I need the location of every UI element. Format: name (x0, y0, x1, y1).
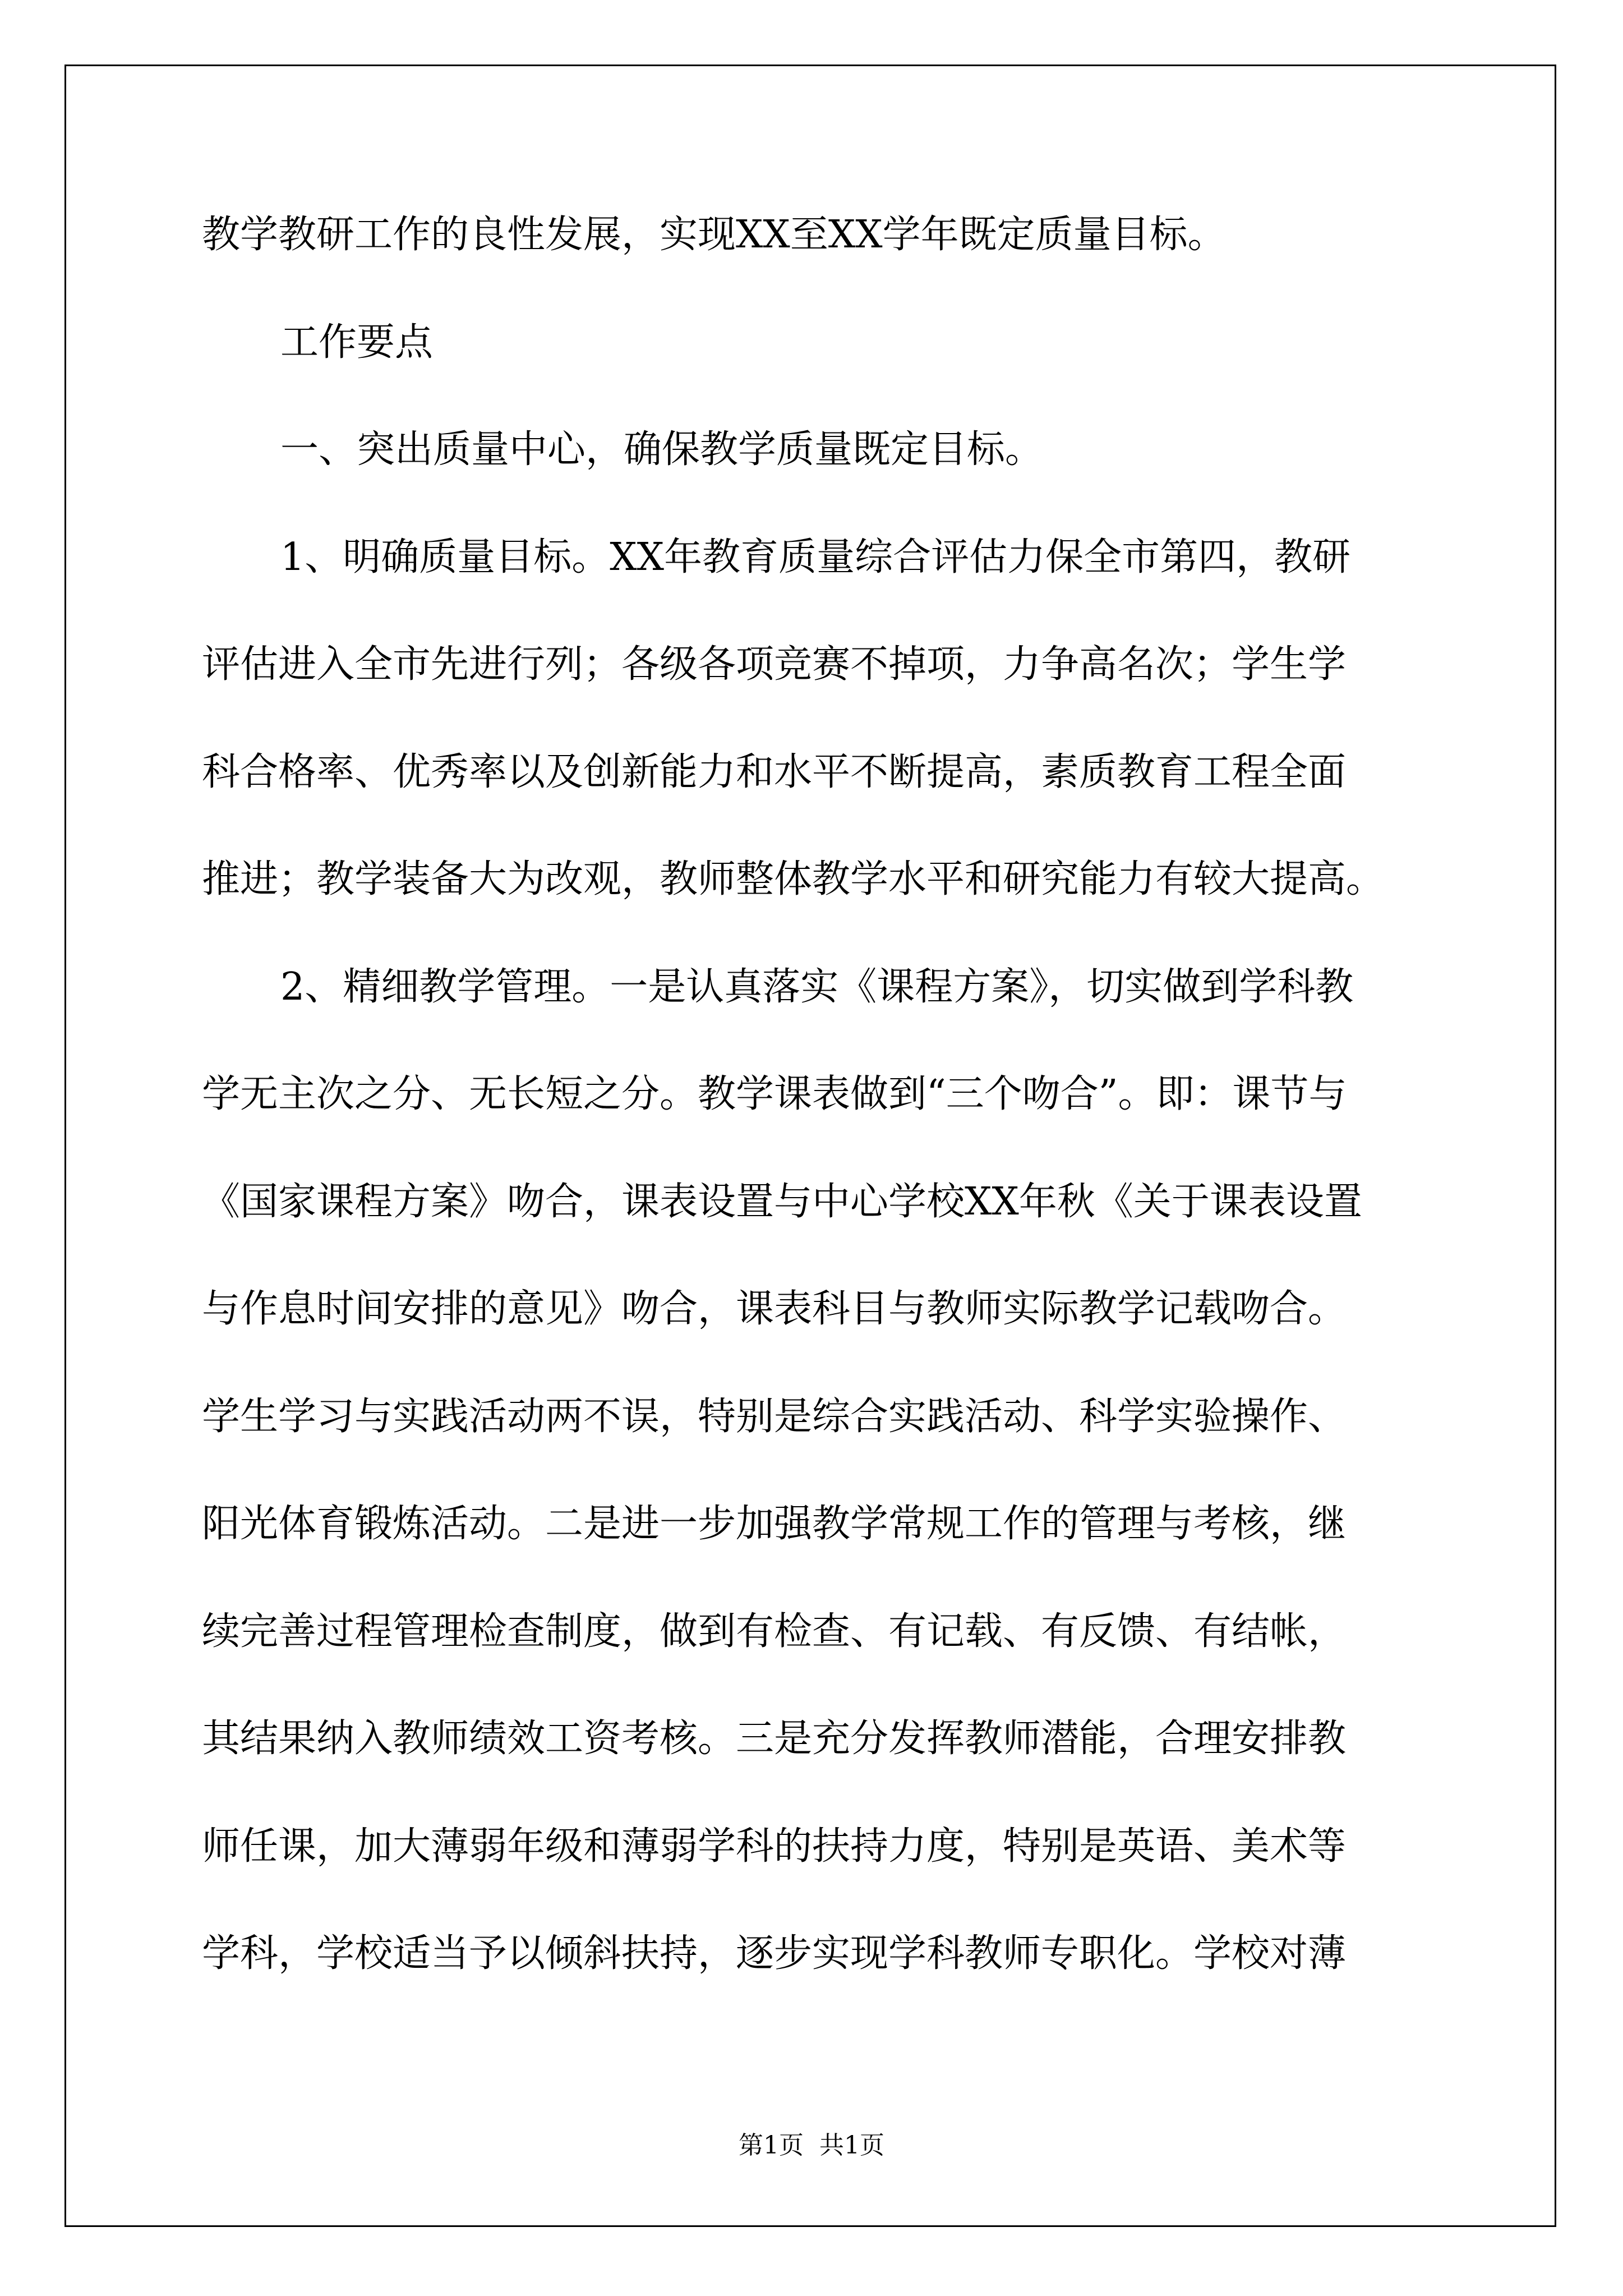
text-line: 《国家课程方案》吻合，课表设置与中心学校XX年秋《关于课表设置 (202, 1179, 1362, 1224)
text-line: 教学教研工作的良性发展，实现XX至XX学年既定质量目标。 (202, 213, 1226, 257)
text-line: 2、精细教学管理。一是认真落实《课程方案》，切实做到学科教 (280, 964, 1354, 1009)
text-line: 学无主次之分、无长短之分。教学课表做到“三个吻合”。即：课节与 (202, 1072, 1347, 1116)
text-line: 评估进入全市先进行列；各级各项竞赛不掉项，力争高名次；学生学 (202, 642, 1347, 687)
text-line: 其结果纳入教师绩效工资考核。三是充分发挥教师潜能，合理安排教 (202, 1717, 1347, 1761)
text-line: 科合格率、优秀率以及创新能力和水平不断提高，素质教育工程全面 (202, 749, 1347, 794)
text-line: 师任课，加大薄弱年级和薄弱学科的扶持力度，特别是英语、美术等 (202, 1824, 1347, 1869)
text-line: 一、突出质量中心，确保教学质量既定目标。 (280, 427, 1044, 472)
text-line: 学生学习与实践活动两不误，特别是综合实践活动、科学实验操作、 (202, 1394, 1347, 1439)
text-line: 推进；教学装备大为改观，教师整体教学水平和研究能力有较大提高。 (202, 857, 1385, 901)
page-frame (64, 65, 1556, 2227)
text-line: 与作息时间安排的意见》吻合，课表科目与教师实际教学记载吻合。 (202, 1287, 1347, 1331)
page-footer: 第1页 共1页 (739, 2131, 884, 2160)
text-line: 阳光体育锻炼活动。二是进一步加强教学常规工作的管理与考核，继 (202, 1502, 1347, 1546)
text-line: 续完善过程管理检查制度，做到有检查、有记载、有反馈、有结帐， (202, 1609, 1347, 1654)
text-line: 工作要点 (280, 320, 434, 365)
text-line: 学科，学校适当予以倾斜扶持，逐步实现学科教师专职化。学校对薄 (202, 1931, 1347, 1976)
text-line: 1、明确质量目标。XX年教育质量综合评估力保全市第四，教研 (280, 535, 1351, 579)
